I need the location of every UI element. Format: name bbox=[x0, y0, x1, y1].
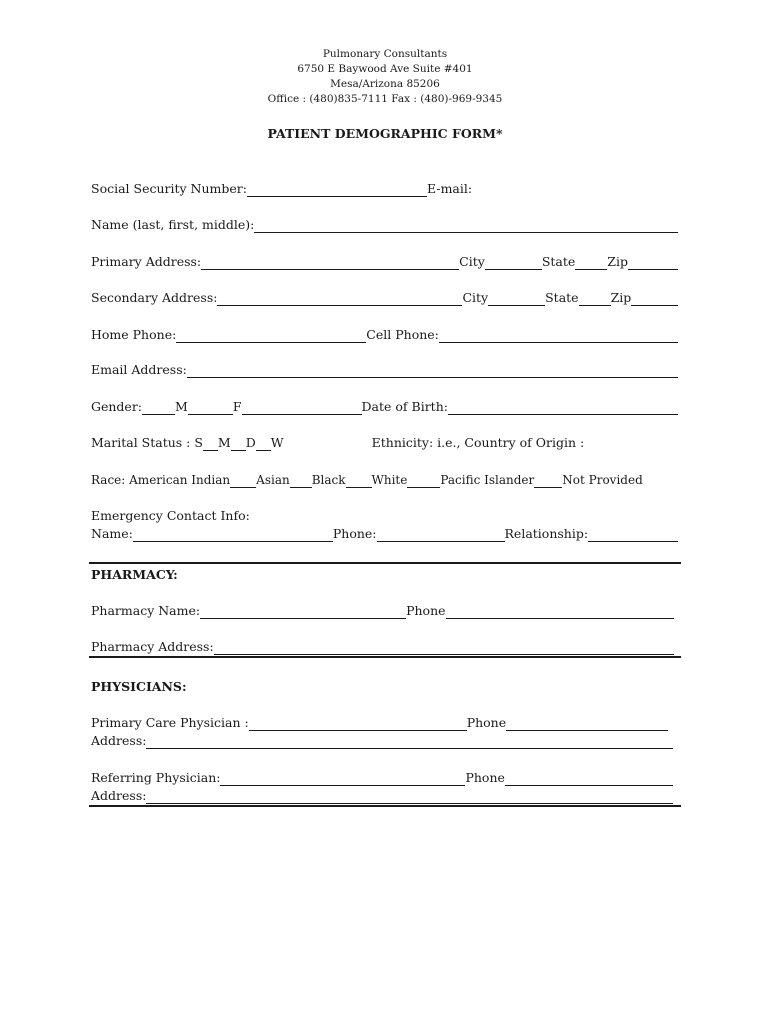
marital-m-label: M bbox=[217, 435, 231, 450]
referring-physician-phone-label: Phone bbox=[465, 770, 505, 785]
race-asian-field[interactable] bbox=[290, 474, 312, 488]
physicians-heading: PHYSICIANS: bbox=[91, 679, 187, 694]
race-black-label: Black bbox=[311, 473, 346, 487]
dob-label: Date of Birth: bbox=[361, 399, 448, 414]
emergency-name-label: Name: bbox=[91, 526, 133, 541]
city-label: City bbox=[462, 290, 489, 305]
race-american-indian-field[interactable] bbox=[230, 474, 256, 488]
race-black-field[interactable] bbox=[346, 474, 372, 488]
primary-physician-address-label: Address: bbox=[91, 733, 147, 748]
primary-address-field[interactable] bbox=[201, 256, 459, 270]
secondary-address-label: Secondary Address: bbox=[91, 290, 218, 305]
email-short-label: E-mail: bbox=[426, 181, 473, 196]
ssn-row bbox=[91, 181, 678, 197]
race-pacific-field[interactable] bbox=[534, 474, 562, 488]
name-label: Name (last, first, middle): bbox=[91, 217, 255, 232]
zip-field[interactable] bbox=[628, 256, 678, 270]
email-row bbox=[91, 362, 678, 378]
dob-field[interactable] bbox=[448, 401, 678, 415]
emergency-phone-field[interactable] bbox=[377, 528, 505, 542]
zip-field[interactable] bbox=[631, 292, 678, 306]
pharmacy-name-label: Pharmacy Name: bbox=[91, 603, 201, 618]
emergency-title: Emergency Contact Info: bbox=[91, 508, 250, 523]
emergency-name-field[interactable] bbox=[133, 528, 333, 542]
primary-address-label: Primary Address: bbox=[91, 254, 202, 269]
referring-physician-phone-field[interactable] bbox=[505, 772, 673, 786]
primary-address-row bbox=[91, 254, 678, 270]
org-name: Pulmonary Consultants bbox=[322, 48, 448, 60]
secondary-address-field[interactable] bbox=[217, 292, 462, 306]
city-field[interactable] bbox=[488, 292, 545, 306]
marital-s-field[interactable] bbox=[203, 437, 218, 451]
home-phone-label: Home Phone: bbox=[91, 327, 177, 342]
form-title: PATIENT DEMOGRAPHIC FORM* bbox=[267, 126, 503, 141]
state-label: State bbox=[545, 290, 579, 305]
primary-physician-phone-field[interactable] bbox=[506, 717, 668, 731]
letterhead bbox=[0, 47, 770, 107]
gender-label: Gender: bbox=[91, 399, 143, 414]
ssn-field[interactable] bbox=[247, 183, 427, 197]
referring-physician-label: Referring Physician: bbox=[91, 770, 221, 785]
state-field[interactable] bbox=[575, 256, 607, 270]
race-asian-label: Asian bbox=[256, 473, 290, 487]
pharmacy-heading: PHARMACY: bbox=[91, 567, 178, 582]
primary-physician-label: Primary Care Physician : bbox=[91, 715, 249, 730]
email-address-label: Email Address: bbox=[91, 362, 187, 377]
cell-phone-field[interactable] bbox=[439, 329, 678, 343]
gender-m-label: M bbox=[175, 399, 188, 414]
primary-physician-phone-label: Phone bbox=[466, 715, 507, 730]
emergency-title-row bbox=[91, 508, 678, 524]
marital-d-field[interactable] bbox=[256, 437, 271, 451]
ethnicity-label: Ethnicity: i.e., Country of Origin : bbox=[371, 435, 585, 450]
relationship-label: Relationship: bbox=[504, 526, 589, 541]
zip-label: Zip bbox=[607, 254, 628, 269]
race-white-label: White bbox=[371, 473, 408, 487]
city-label: City bbox=[459, 254, 485, 269]
primary-physician-row bbox=[91, 715, 678, 731]
form-end-rule bbox=[89, 805, 681, 807]
marital-d-label: D bbox=[245, 435, 256, 450]
street-address: 6750 E Baywood Ave Suite #401 bbox=[297, 63, 473, 75]
gender-extra-field[interactable] bbox=[242, 401, 362, 415]
referring-physician-address-label: Address: bbox=[91, 788, 147, 803]
relationship-field[interactable] bbox=[588, 528, 678, 542]
secondary-address-row bbox=[91, 290, 678, 306]
primary-physician-address-row bbox=[91, 733, 678, 749]
ssn-label: Social Security Number: bbox=[91, 181, 247, 196]
pharmacy-phone-label: Phone bbox=[406, 603, 446, 618]
pharmacy-address-row bbox=[91, 639, 678, 655]
race-not-provided-label: Not Provided bbox=[562, 473, 643, 487]
gender-row bbox=[91, 399, 678, 415]
pharmacy-address-label: Pharmacy Address: bbox=[91, 639, 214, 654]
referring-physician-field[interactable] bbox=[220, 772, 465, 786]
gender-f-label: F bbox=[232, 399, 242, 414]
race-white-field[interactable] bbox=[407, 474, 440, 488]
pharmacy-name-field[interactable] bbox=[200, 605, 406, 619]
city-state-zip: Mesa/Arizona 85206 bbox=[330, 78, 440, 90]
referring-physician-address-field[interactable] bbox=[146, 790, 673, 804]
marital-row bbox=[91, 435, 678, 451]
pharmacy-address-field[interactable] bbox=[214, 641, 674, 655]
race-row bbox=[91, 472, 678, 488]
pharmacy-phone-field[interactable] bbox=[446, 605, 674, 619]
phone-row bbox=[91, 327, 678, 343]
zip-label: Zip bbox=[610, 290, 632, 305]
cell-phone-label: Cell Phone: bbox=[366, 327, 439, 342]
name-field[interactable] bbox=[254, 219, 678, 233]
primary-physician-field[interactable] bbox=[249, 717, 467, 731]
marital-status-label: Marital Status : S bbox=[91, 435, 203, 450]
race-label: Race: American Indian bbox=[91, 473, 231, 487]
referring-physician-row bbox=[91, 770, 678, 786]
emergency-phone-label: Phone: bbox=[332, 526, 377, 541]
state-label: State bbox=[541, 254, 576, 269]
gender-f-field[interactable] bbox=[188, 401, 233, 415]
primary-physician-address-field[interactable] bbox=[146, 735, 673, 749]
email-address-field[interactable] bbox=[187, 364, 678, 378]
name-row bbox=[91, 217, 678, 233]
pharmacy-name-row bbox=[91, 603, 678, 619]
home-phone-field[interactable] bbox=[176, 329, 366, 343]
emergency-row bbox=[91, 526, 678, 542]
state-field[interactable] bbox=[579, 292, 611, 306]
section-divider bbox=[89, 562, 681, 564]
section-divider bbox=[89, 656, 681, 658]
gender-m-field[interactable] bbox=[142, 401, 175, 415]
office-fax: Office : (480)835-7111 Fax : (480)-969-9345 bbox=[267, 93, 503, 105]
race-pacific-label: Pacific Islander bbox=[440, 473, 535, 487]
marital-w-label: W bbox=[270, 435, 284, 450]
marital-m-field[interactable] bbox=[231, 437, 246, 451]
city-field[interactable] bbox=[485, 256, 542, 270]
referring-physician-address-row bbox=[91, 788, 678, 804]
